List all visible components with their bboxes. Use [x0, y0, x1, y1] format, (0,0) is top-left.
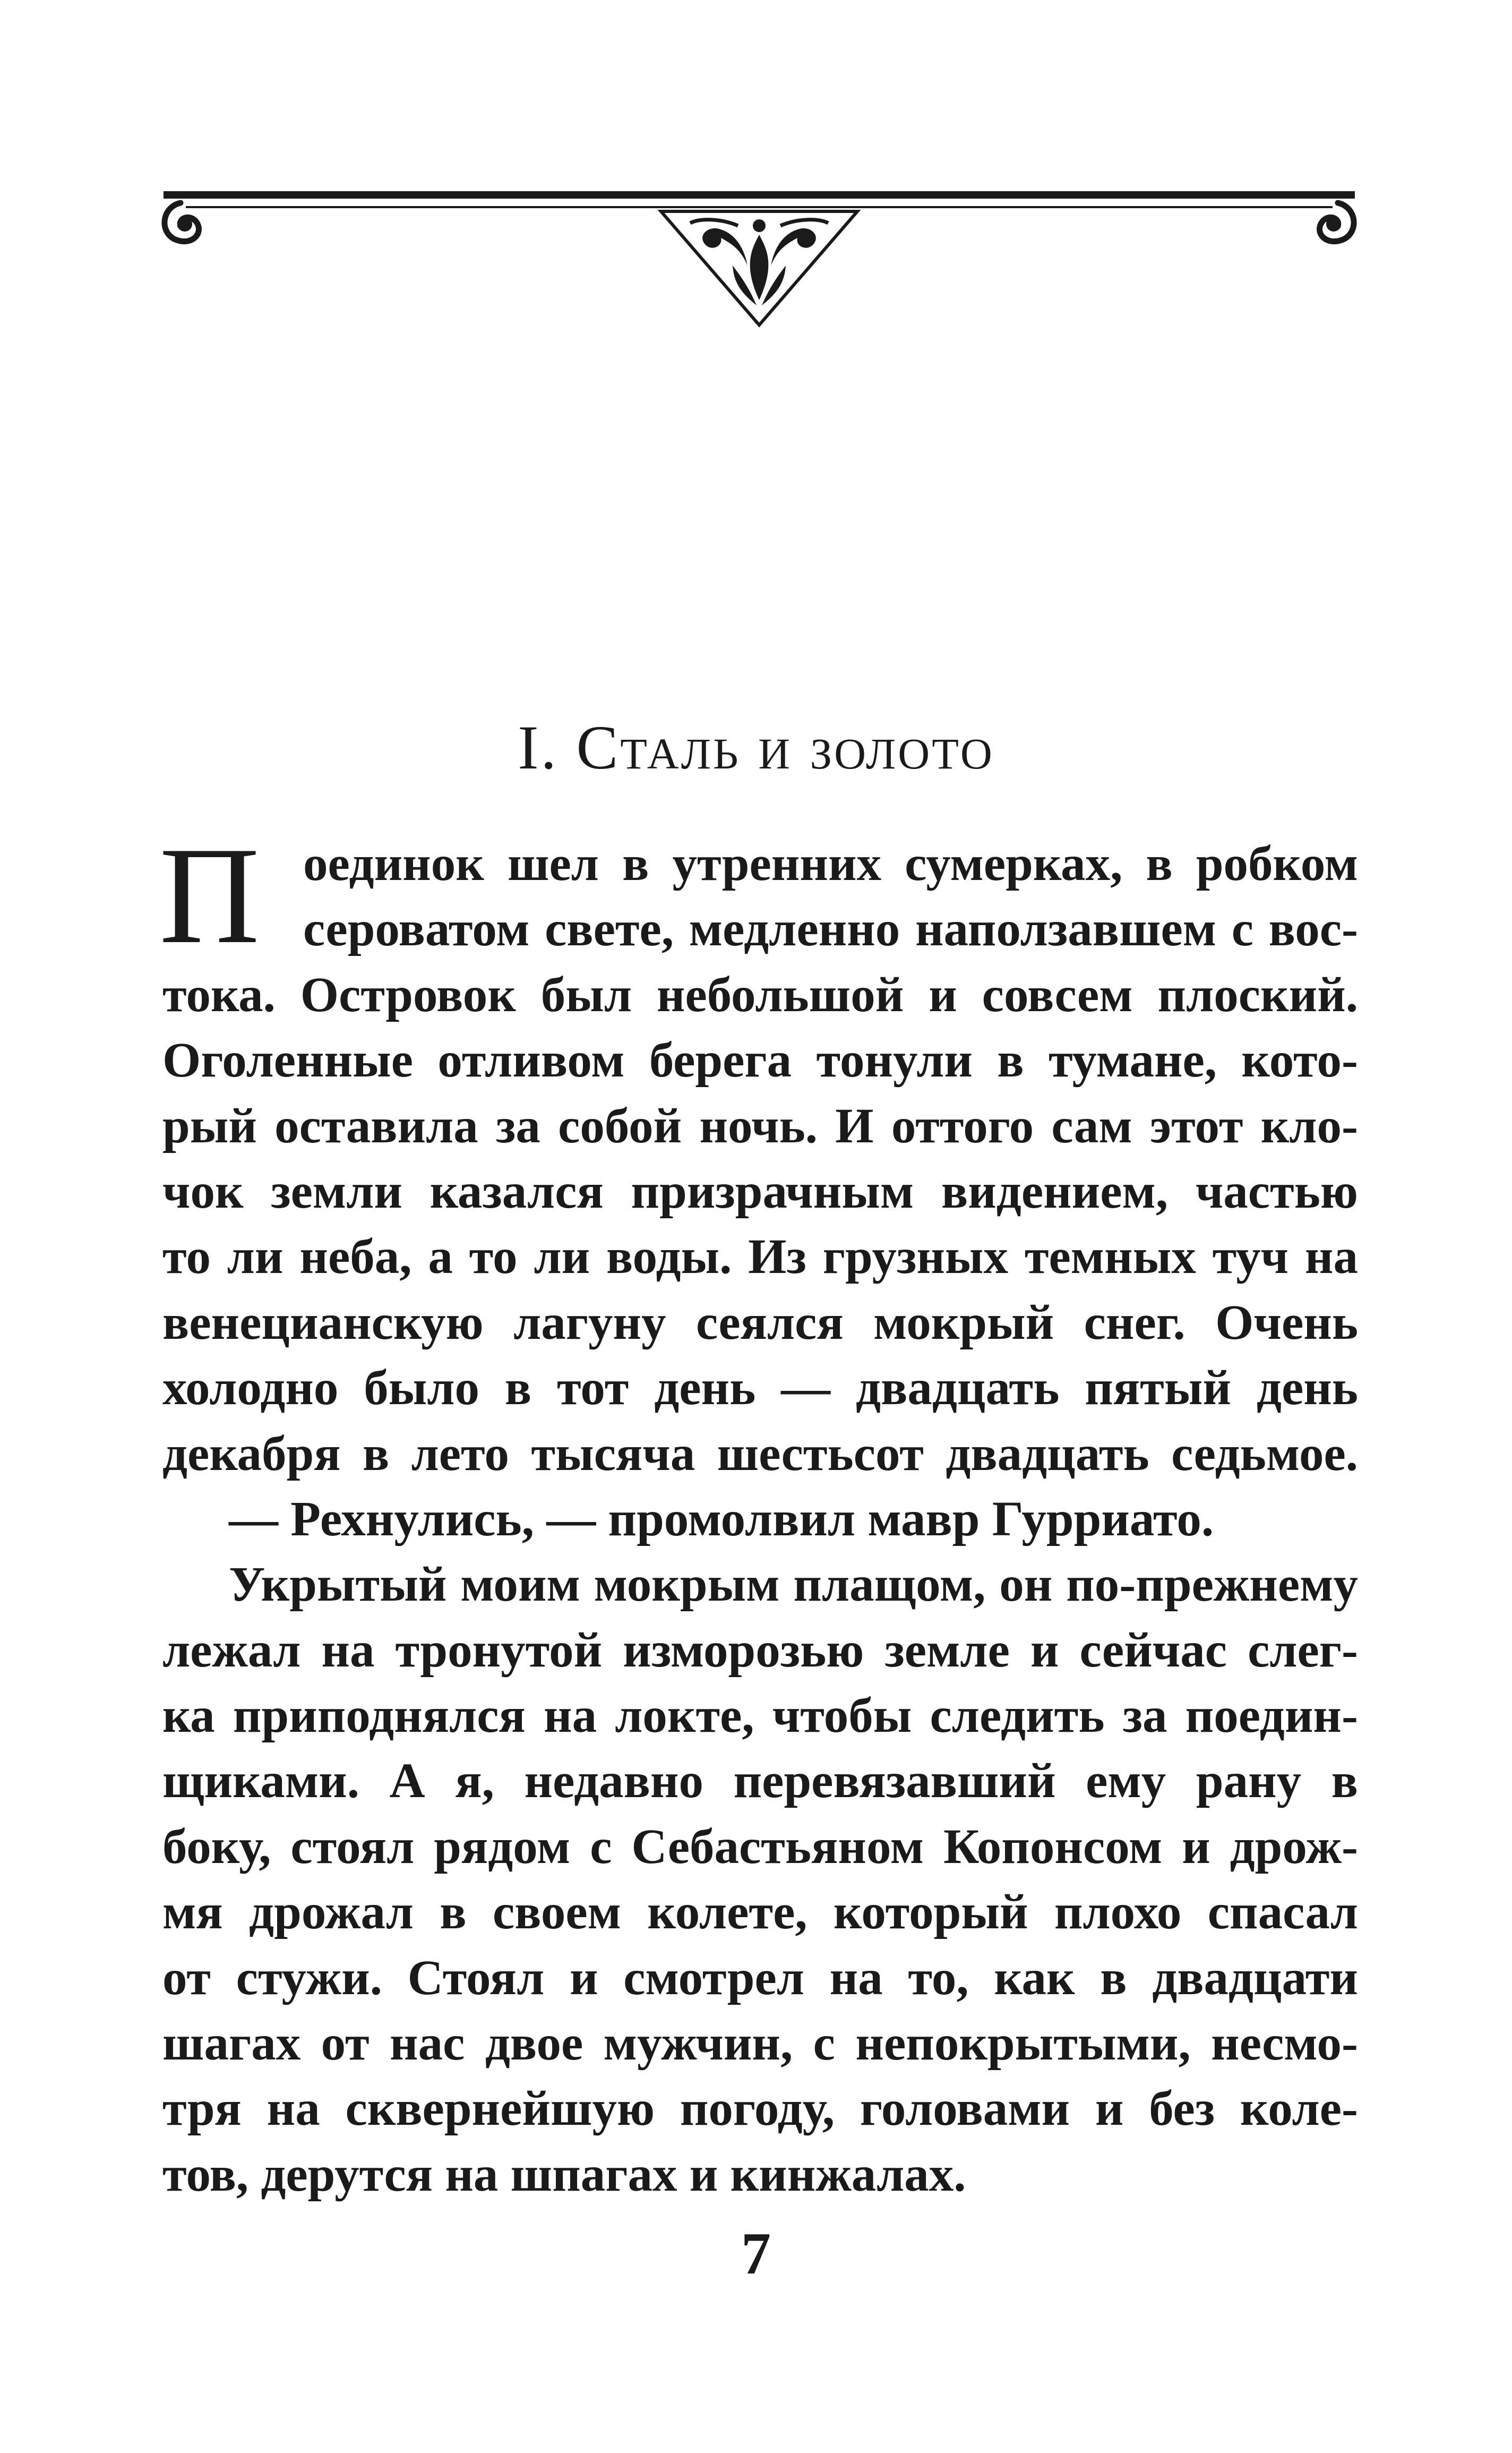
text-line: Оголенные отливом берега тонули в тумане, кото-	[162, 1033, 1358, 1088]
text-line: боку, стоял рядом с Себастьяном Копонсом и дрож-	[162, 1819, 1358, 1874]
text-line: — Рехнулись, — промолвил мавр Гурриато.	[229, 1491, 1214, 1546]
body-text	[159, 818, 1358, 2207]
text-line: холодно было в тот день — двадцать пятый день	[162, 1361, 1358, 1416]
text-line: тока. Островок был небольшой и совсем плоский.	[162, 967, 1358, 1022]
text-line: шагах от нас двое мужчин, с непокрытыми, несмо-	[162, 2016, 1358, 2071]
page-number: 7	[741, 2221, 771, 2287]
text-line: Укрытый моим мокрым плащом, он по-прежнему	[229, 1557, 1358, 1612]
text-line: мя дрожал в своем колете, который плохо спасал	[162, 1885, 1358, 1940]
text-line: сероватом свете, медленно наползавшем с вос-	[303, 902, 1358, 957]
text-line: тов, дерутся на шпагах и кинжалах.	[162, 2147, 966, 2202]
text-line: то ли неба, а то ли воды. Из грузных темных туч на	[162, 1229, 1358, 1285]
chapter-title: I. Сталь и золото	[518, 713, 994, 782]
drop-cap: П	[159, 818, 260, 972]
text-line: лежал на тронутой изморозью земле и сейчас слег-	[162, 1622, 1358, 1678]
text-line: ка приподнялся на локте, чтобы следить за поедин-	[162, 1688, 1358, 1743]
ornament-header-icon	[159, 186, 1359, 340]
text-line: рый оставила за собой ночь. И оттого сам этот кло-	[162, 1098, 1358, 1153]
text-line: от стужи. Стоял и смотрел на то, как в двадцати	[162, 1950, 1358, 2005]
text-line: щиками. А я, недавно перевязавший ему рану в	[162, 1754, 1358, 1809]
text-line: чок земли казался призрачным видением, частью	[162, 1164, 1358, 1219]
text-line: венецианскую лагуну сеялся мокрый снег. Очень	[162, 1295, 1358, 1350]
text-line: тря на сквернейшую погоду, головами и без коле-	[162, 2081, 1358, 2136]
text-line: оединок шел в утренних сумерках, в робком	[303, 836, 1358, 891]
text-line: декабря в лето тысяча шестьсот двадцать седьмое.	[162, 1426, 1358, 1481]
